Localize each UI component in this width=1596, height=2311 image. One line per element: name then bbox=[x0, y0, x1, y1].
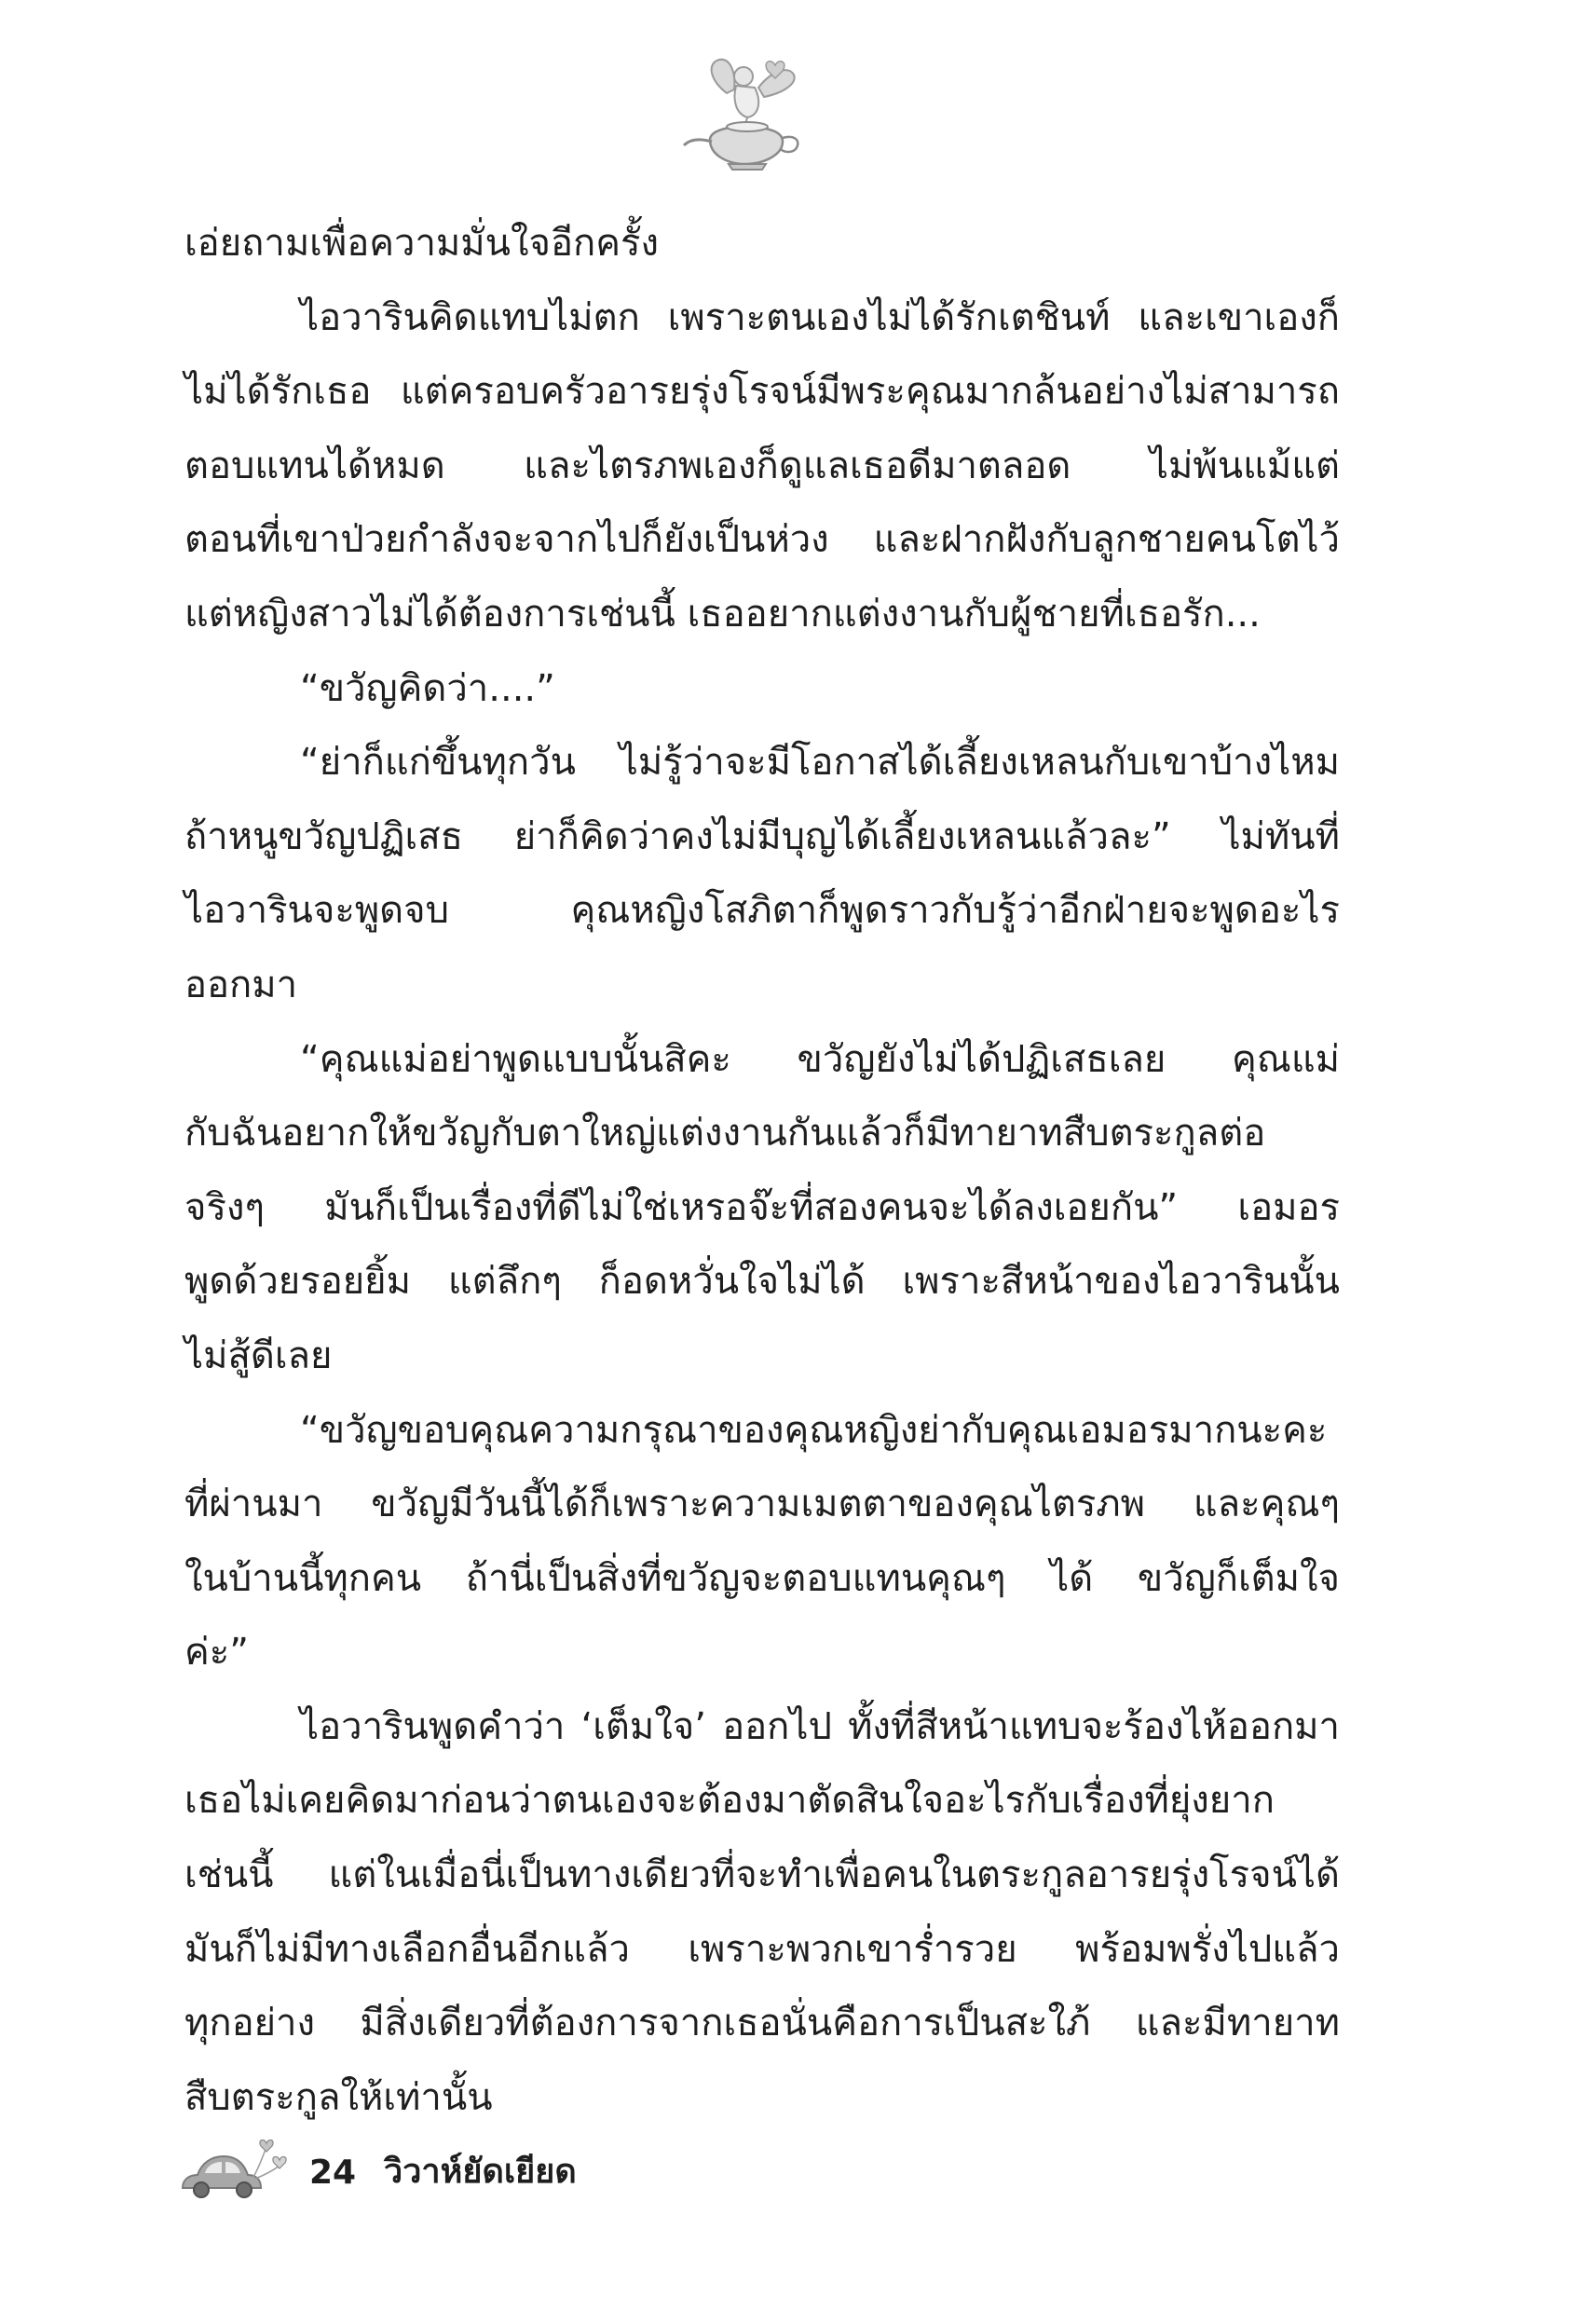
page-number: 24 bbox=[309, 2154, 357, 2192]
text-line: ทุกอย่าง มีสิ่งเดียวที่ต้องการจากเธอนั่นคือการเป็นสะใภ้ และมีทายาท bbox=[184, 2002, 1340, 2045]
text-line: “ย่าก็แก่ขึ้นทุกวัน ไม่รู้ว่าจะมีโอกาสได้เลี้ยงเหลนกับเขาบ้างไหม bbox=[300, 741, 1340, 785]
text-line: สืบตระกูลให้เท่านั้น bbox=[184, 2075, 493, 2119]
text-line: มันก็ไม่มีทางเลือกอื่นอีกแล้ว เพราะพวกเขาร่ำรวย พร้อมพรั่งไปแล้ว bbox=[184, 1927, 1340, 1971]
text-line: ไอวารินคิดแทบไม่ตก เพราะตนเองไม่ได้รักเตชินท์ และเขาเองก็ bbox=[300, 295, 1340, 339]
text-line: “คุณแม่อย่าพูดแบบนั้นสิคะ ขวัญยังไม่ได้ปฏิเสธเลย คุณแม่ bbox=[300, 1037, 1340, 1081]
text-line: ตอนที่เขาป่วยกำลังจะจากไปก็ยังเป็นห่วง และฝากฝังกับลูกชายคนโตไว้ bbox=[184, 518, 1340, 562]
text-line: แต่หญิงสาวไม่ได้ต้องการเช่นนี้ เธออยากแต่งงานกับผู้ชายที่เธอรัก... bbox=[184, 592, 1261, 636]
text-line: “ขวัญขอบคุณความกรุณาของคุณหญิงย่ากับคุณเอมอรมากนะคะ bbox=[300, 1408, 1328, 1452]
text-line: พูดด้วยรอยยิ้ม แต่ลึกๆ ก็อดหวั่นใจไม่ได้ เพราะสีหน้าของไอวารินนั้น bbox=[184, 1260, 1340, 1304]
car-balloon-ornament bbox=[179, 2134, 289, 2208]
text-line: กับฉันอยากให้ขวัญกับตาใหญ่แต่งงานกันแล้วก็มีทายาทสืบตระกูลต่อ bbox=[184, 1112, 1266, 1156]
text-line: เธอไม่เคยคิดมาก่อนว่าตนเองจะต้องมาตัดสินใจอะไรกับเรื่องที่ยุ่งยาก bbox=[184, 1779, 1275, 1823]
running-title: วิวาห์ยัดเยียด bbox=[384, 2153, 577, 2191]
text-line: ไอวารินพูดคำว่า ‘เต็มใจ’ ออกไป ทั้งที่สีหน้าแทบจะร้องไห้ออกมา bbox=[300, 1704, 1340, 1748]
text-line: ไม่สู้ดีเลย bbox=[184, 1333, 333, 1377]
text-line: “ขวัญคิดว่า....” bbox=[300, 666, 555, 710]
text-line: ถ้าหนูขวัญปฏิเสธ ย่าก็คิดว่าคงไม่มีบุญได้เลี้ยงเหลนแล้วละ” ไม่ทันที่ bbox=[184, 814, 1340, 858]
text-line: ไม่ได้รักเธอ แต่ครอบครัวอารยรุ่งโรจน์มีพระคุณมากล้นอย่างไม่สามารถ bbox=[184, 370, 1340, 414]
angel-teapot-icon bbox=[678, 52, 818, 173]
text-line: ไอวารินจะพูดจบ คุณหญิงโสภิตาก็พูดราวกับรู้ว่าอีกฝ่ายจะพูดอะไร bbox=[184, 889, 1340, 933]
text-line: จริงๆ มันก็เป็นเรื่องที่ดีไม่ใช่เหรอจ๊ะที่สองคนจะได้ลงเอยกัน” เอมอร bbox=[184, 1185, 1340, 1229]
header-angel-teapot-ornament bbox=[678, 52, 818, 173]
text-line: ค่ะ” bbox=[184, 1631, 249, 1675]
text-line: ในบ้านนี้ทุกคน ถ้านี่เป็นสิ่งที่ขวัญจะตอบแทนคุณๆ ได้ ขวัญก็เต็มใจ bbox=[184, 1556, 1340, 1600]
text-line: เช่นนี้ แต่ในเมื่อนี่เป็นทางเดียวที่จะทำเพื่อคนในตระกูลอารยรุ่งโรจน์ได้ bbox=[184, 1853, 1340, 1897]
text-line: เอ่ยถามเพื่อความมั่นใจอีกครั้ง bbox=[184, 222, 659, 265]
page-footer bbox=[179, 2134, 738, 2208]
text-line: ตอบแทนได้หมด และไตรภพเองก็ดูแลเธอดีมาตลอด ไม่พ้นแม้แต่ bbox=[184, 444, 1340, 487]
body-text bbox=[184, 207, 1340, 2135]
text-line: ที่ผ่านมา ขวัญมีวันนี้ได้ก็เพราะความเมตตาของคุณไตรภพ และคุณๆ bbox=[184, 1483, 1340, 1526]
car-heart-balloons-icon bbox=[179, 2134, 289, 2208]
text-line: ออกมา bbox=[184, 963, 298, 1006]
